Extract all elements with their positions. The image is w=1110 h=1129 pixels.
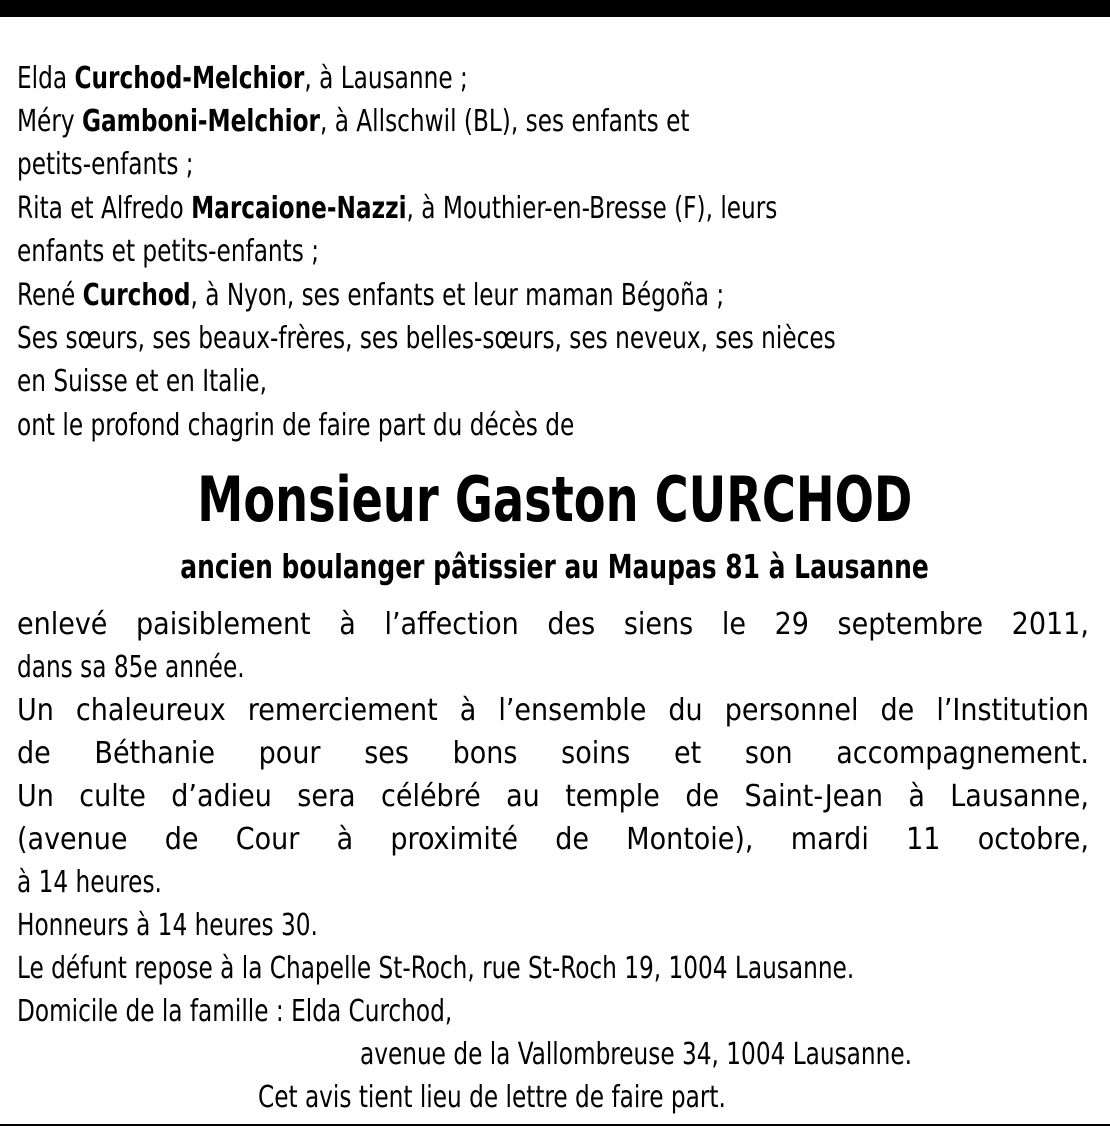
word: de	[880, 693, 915, 728]
word: pour	[258, 736, 321, 771]
word: bons	[452, 736, 518, 771]
word: culte	[79, 779, 146, 814]
family-line-rita-cont: enfants et petits-enfants ;	[17, 234, 320, 269]
family-line-mery-cont: petits-enfants ;	[17, 147, 194, 182]
first-name: Elda	[17, 61, 75, 96]
body-line-3	[17, 689, 1089, 732]
family-name: Marcaione-Nazzi	[191, 191, 407, 226]
domicile-line-1: Domicile de la famille : Elda Curchod,	[17, 994, 453, 1029]
family-line-mery	[17, 100, 689, 143]
word: Un	[17, 779, 54, 814]
word: (avenue	[17, 822, 128, 857]
word: siens	[623, 607, 694, 642]
word: du	[668, 693, 703, 728]
closing-line: Cet avis tient lieu de lettre de faire part.	[258, 1080, 726, 1115]
word: célébré	[381, 779, 481, 814]
body-line-6	[17, 818, 1089, 861]
word: remerciement	[247, 693, 438, 728]
word: le	[721, 607, 746, 642]
word: septembre	[837, 607, 984, 642]
deceased-name: Monsieur Gaston CURCHOD	[197, 463, 913, 536]
word: de	[164, 822, 199, 857]
siblings-line-2: en Suisse et en Italie,	[17, 364, 267, 399]
word: l’affection	[384, 607, 519, 642]
bottom-rule	[0, 1124, 1110, 1126]
family-name: Curchod-Melchior	[74, 61, 305, 96]
word: de	[555, 822, 590, 857]
word: de	[685, 779, 720, 814]
word: l’Institution	[936, 693, 1089, 728]
location-text: , à Mouthier-en-Bresse (F), leurs	[406, 191, 778, 226]
word: Cour	[235, 822, 300, 857]
word: proximité	[390, 822, 519, 857]
word: accompagnement.	[836, 736, 1089, 771]
repose-line: Le défunt repose à la Chapelle St-Roch, rue St-Roch 19, 1004 Lausanne.	[17, 951, 855, 986]
word: soins	[561, 736, 631, 771]
word: à	[339, 607, 356, 642]
deceased-occupation: ancien boulanger pâtissier au Maupas 81 à Lausanne	[180, 547, 930, 586]
honneurs-line: Honneurs à 14 heures 30.	[17, 908, 318, 943]
family-name: Curchod	[82, 278, 191, 313]
domicile-line-2: avenue de la Vallombreuse 34, 1004 Lausanne.	[360, 1037, 912, 1072]
family-line-rita	[17, 187, 777, 230]
word: d’adieu	[171, 779, 272, 814]
word: des	[547, 607, 596, 642]
word: à	[908, 779, 925, 814]
word: paisiblement	[136, 607, 311, 642]
word: temple	[565, 779, 660, 814]
family-name: Gamboni-Melchior	[81, 104, 320, 139]
top-rule	[0, 0, 1110, 17]
word: octobre,	[977, 822, 1089, 857]
location-text: , à Lausanne ;	[304, 61, 468, 96]
word: mardi	[790, 822, 869, 857]
body-line-7: à 14 heures.	[17, 865, 162, 900]
word: de	[17, 736, 51, 771]
word: 2011,	[1011, 607, 1089, 642]
announcement-line: ont le profond chagrin de faire part du décès de	[17, 408, 575, 443]
body-line-2: dans sa 85e année.	[17, 650, 245, 685]
word: à	[336, 822, 354, 857]
word: 11	[906, 822, 941, 857]
word: son	[744, 736, 793, 771]
word: personnel	[724, 693, 859, 728]
word: Un	[17, 693, 54, 728]
word: l’ensemble	[498, 693, 647, 728]
word: 29	[774, 607, 809, 642]
siblings-line-1: Ses sœurs, ses beaux-frères, ses belles-sœurs, ses neveux, ses nièces	[17, 321, 836, 356]
word: à	[459, 693, 477, 728]
first-name: René	[17, 278, 83, 313]
word: sera	[297, 779, 356, 814]
word: Saint-Jean	[744, 779, 883, 814]
body-line-4	[17, 732, 1089, 775]
word: ses	[364, 736, 409, 771]
location-text: , à Nyon, ses enfants et leur maman Bégoña ;	[190, 278, 725, 313]
first-name: Méry	[17, 104, 82, 139]
word: et	[674, 736, 702, 771]
body-line-5	[17, 775, 1089, 818]
word: Béthanie	[94, 736, 215, 771]
location-text: , à Allschwil (BL), ses enfants et	[319, 104, 690, 139]
first-name: Rita et Alfredo	[17, 191, 192, 226]
family-line-elda	[17, 57, 468, 100]
word: Lausanne,	[950, 779, 1089, 814]
word: Montoie),	[626, 822, 754, 857]
body-line-1	[17, 603, 1089, 646]
word: au	[506, 779, 540, 814]
word: enlevé	[17, 607, 108, 642]
family-line-rene	[17, 274, 724, 317]
word: chaleureux	[75, 693, 226, 728]
